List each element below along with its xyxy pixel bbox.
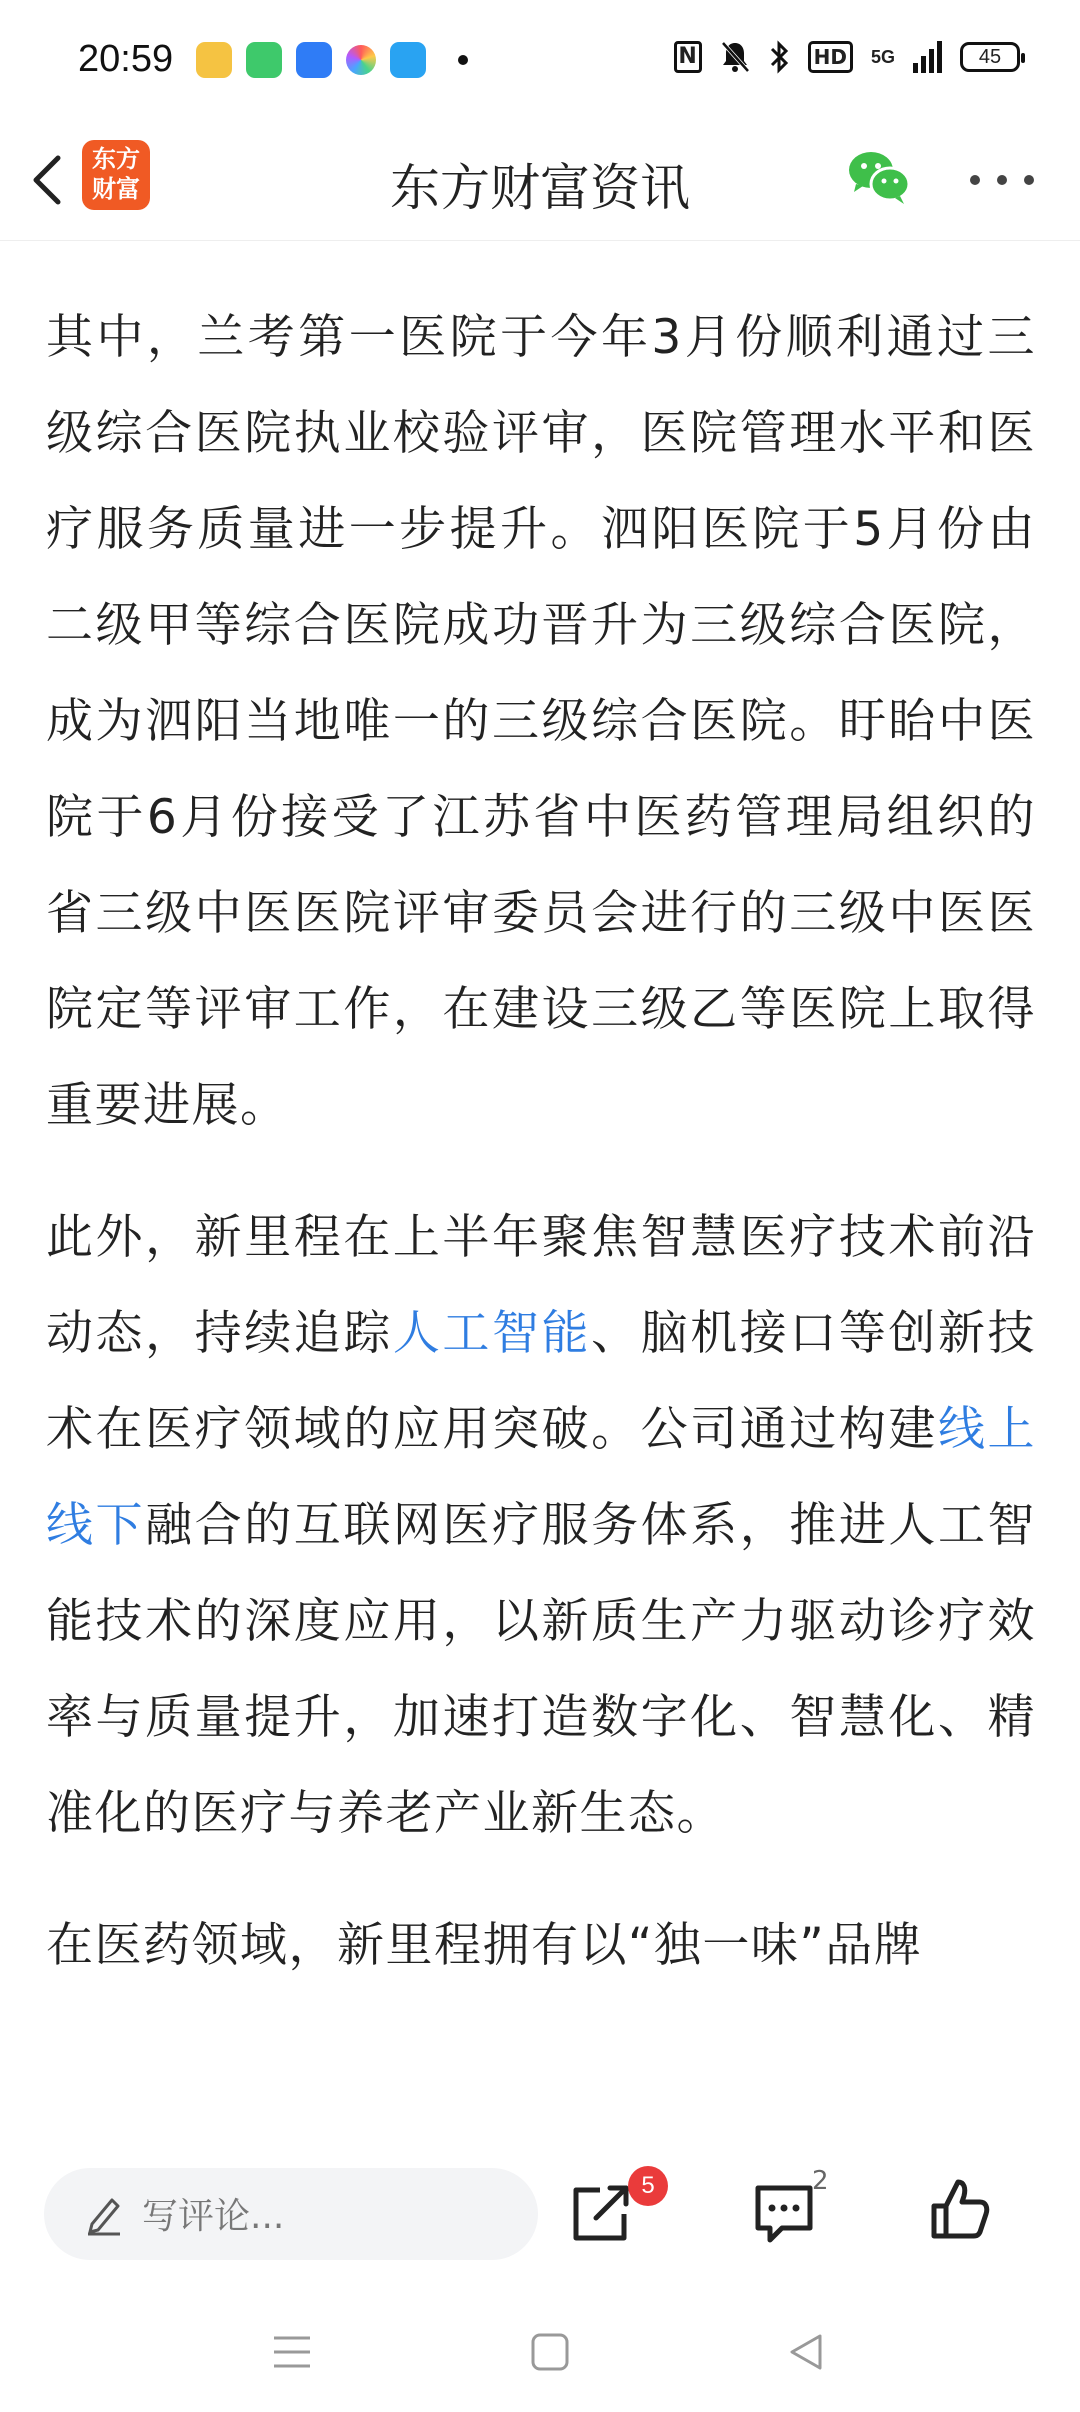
bottom-action-bar xyxy=(0,2150,1080,2272)
home-icon[interactable] xyxy=(530,2332,570,2372)
battery-icon: 45 xyxy=(960,42,1020,72)
hd-icon: HD xyxy=(808,41,853,73)
network-type-icon: 5G xyxy=(870,46,895,67)
wechat-share-icon[interactable] xyxy=(846,148,912,208)
comments-icon[interactable] xyxy=(752,2182,816,2244)
pencil-icon xyxy=(84,2192,124,2236)
share-badge: 5 xyxy=(628,2166,668,2206)
comment-placeholder: 写评论... xyxy=(142,2196,285,2237)
article-body xyxy=(46,290,1036,2140)
app-header xyxy=(0,120,1080,241)
app-notification-icon xyxy=(196,42,232,78)
app-notification-icon xyxy=(296,42,332,78)
photos-app-icon xyxy=(346,45,376,75)
message-app-icon xyxy=(246,42,282,78)
more-notifications-dot-icon xyxy=(458,55,468,65)
article-paragraph xyxy=(46,1190,1036,1862)
comment-input[interactable] xyxy=(44,2168,538,2260)
logo-text-line2: 财富 xyxy=(92,175,140,203)
back-triangle-icon[interactable] xyxy=(786,2332,826,2372)
page-title: 东方财富资讯 xyxy=(390,159,690,217)
logo-text-line1: 东方 xyxy=(92,145,140,173)
article-paragraph-partial: 在医药领域，新里程拥有以“独一味”品牌 xyxy=(46,1918,923,1973)
paragraph-text: 、脑机接口等创新技术在医疗领域的应用突破。公司通过构建 xyxy=(46,1306,1036,1457)
comment-count: 2 xyxy=(812,2166,829,2196)
thumbs-up-icon[interactable] xyxy=(928,2176,990,2242)
status-icons xyxy=(674,40,1020,74)
menu-icon[interactable] xyxy=(272,2334,312,2370)
paragraph-text: 此外，新里程在上半年聚焦智慧医疗技术前沿动态，持续追踪 xyxy=(46,1210,1036,1361)
signal-icon xyxy=(913,41,942,73)
system-navigation-bar xyxy=(0,2290,1080,2412)
bluetooth-icon xyxy=(768,40,790,74)
status-time: 20:59 xyxy=(78,38,174,80)
share-icon[interactable] xyxy=(566,2178,636,2248)
mute-icon xyxy=(720,40,750,74)
notification-icons xyxy=(196,42,468,78)
browser-app-icon xyxy=(390,42,426,78)
status-bar xyxy=(0,0,1080,120)
more-options-icon[interactable] xyxy=(970,160,1034,200)
link-artificial-intelligence[interactable]: 人工智能 xyxy=(392,1306,592,1361)
paragraph-text: 融合的互联网医疗服务体系，推进人工智能技术的深度应用，以新质生产力驱动诊疗效率与质量提升，加速打造数字化、智慧化、精准化的医疗与养老产业新生态。 xyxy=(46,1498,1036,1841)
article-paragraph: 其中，兰考第一医院于今年3月份顺利通过三级综合医院执业校验评审，医院管理水平和医疗服务质量进一步提升。泗阳医院于5月份由二级甲等综合医院成功晋升为三级综合医院，成为泗阳当地唯一的三级综合医院。盱眙中医院于6月份接受了江苏省中医药管理局组织的省三级中医医院评审委员会进行的三级中医医院定等评审工作，在建设三级乙等医院上取得重要进展。 xyxy=(46,310,1036,1133)
link-online-offline[interactable]: 线上线下 xyxy=(46,1402,1036,1553)
nfc-icon: N xyxy=(674,41,702,73)
